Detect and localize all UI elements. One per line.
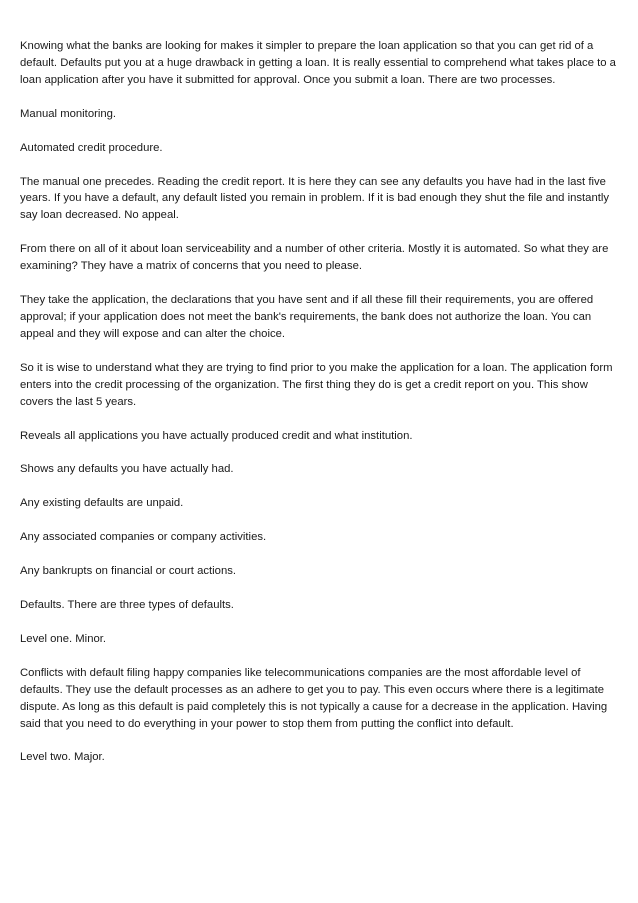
paragraph-approval: They take the application, the declarations that you have sent and if all these fill their requirements, you are offered approval; if your application does not meet the bank's requirements, the bank does not authorize the loan. You can appeal and they will expose and can alter the choice. [20,294,594,340]
paragraph-default-types: Defaults. There are three types of defaults. [20,599,234,612]
paragraph-conflicts: Conflicts with default filing happy companies like telecommunications companies are the most affordable level of defaults. They use the default processes as an adhere to get you to pay. This even occurs where there is a legitimate dispute. As long as this default is paid completely this is not typically a cause for a decrease in the application. Having said that you need to do everything in your power to stop them from putting the conflict into default. [20,666,608,730]
paragraph-level-two: Level two. Major. [20,751,105,764]
paragraph-serviceability: From there on all of it about loan serviceability and a number of other criteria. Mostly it is automated. So what they are examining? They have a matrix of concerns that you need to please. [20,243,609,273]
paragraph-automated-credit: Automated credit procedure. [20,141,163,154]
document-page [20,38,620,783]
paragraph-bankrupts: Any bankrupts on financial or court actions. [20,565,237,578]
paragraph-reveals-applications: Reveals all applications you have actually produced credit and what institution. [20,429,413,442]
paragraph-associated-companies: Any associated companies or company activities. [20,531,267,544]
paragraph-manual-process: The manual one precedes. Reading the credit report. It is here they can see any defaults you have had in the last five years. If you have a default, any default listed you remain in problem. If it is bad enough they shut the file and instantly say loan decreased. No appeal. [20,175,610,222]
paragraph-credit-report: So it is wise to understand what they are trying to find prior to you make the application for a loan. The application form enters into the credit processing of the organization. The first thing they do is get a credit report on you. This show covers the last 5 years. [20,361,613,408]
paragraph-manual-monitoring: Manual monitoring. [20,107,117,120]
paragraph-shows-defaults: Shows any defaults you have actually had. [20,463,234,476]
paragraph-level-one: Level one. Minor. [20,632,107,645]
paragraph-existing-defaults: Any existing defaults are unpaid. [20,497,184,510]
paragraph-intro: Knowing what the banks are looking for makes it simpler to prepare the loan application so that you can get rid of a default. Defaults put you at a huge drawback in getting a loan. It is really essential to comprehend what takes place to a loan application after you have it submitted for approval. Once you submit a loan. There are two processes. [20,40,616,86]
